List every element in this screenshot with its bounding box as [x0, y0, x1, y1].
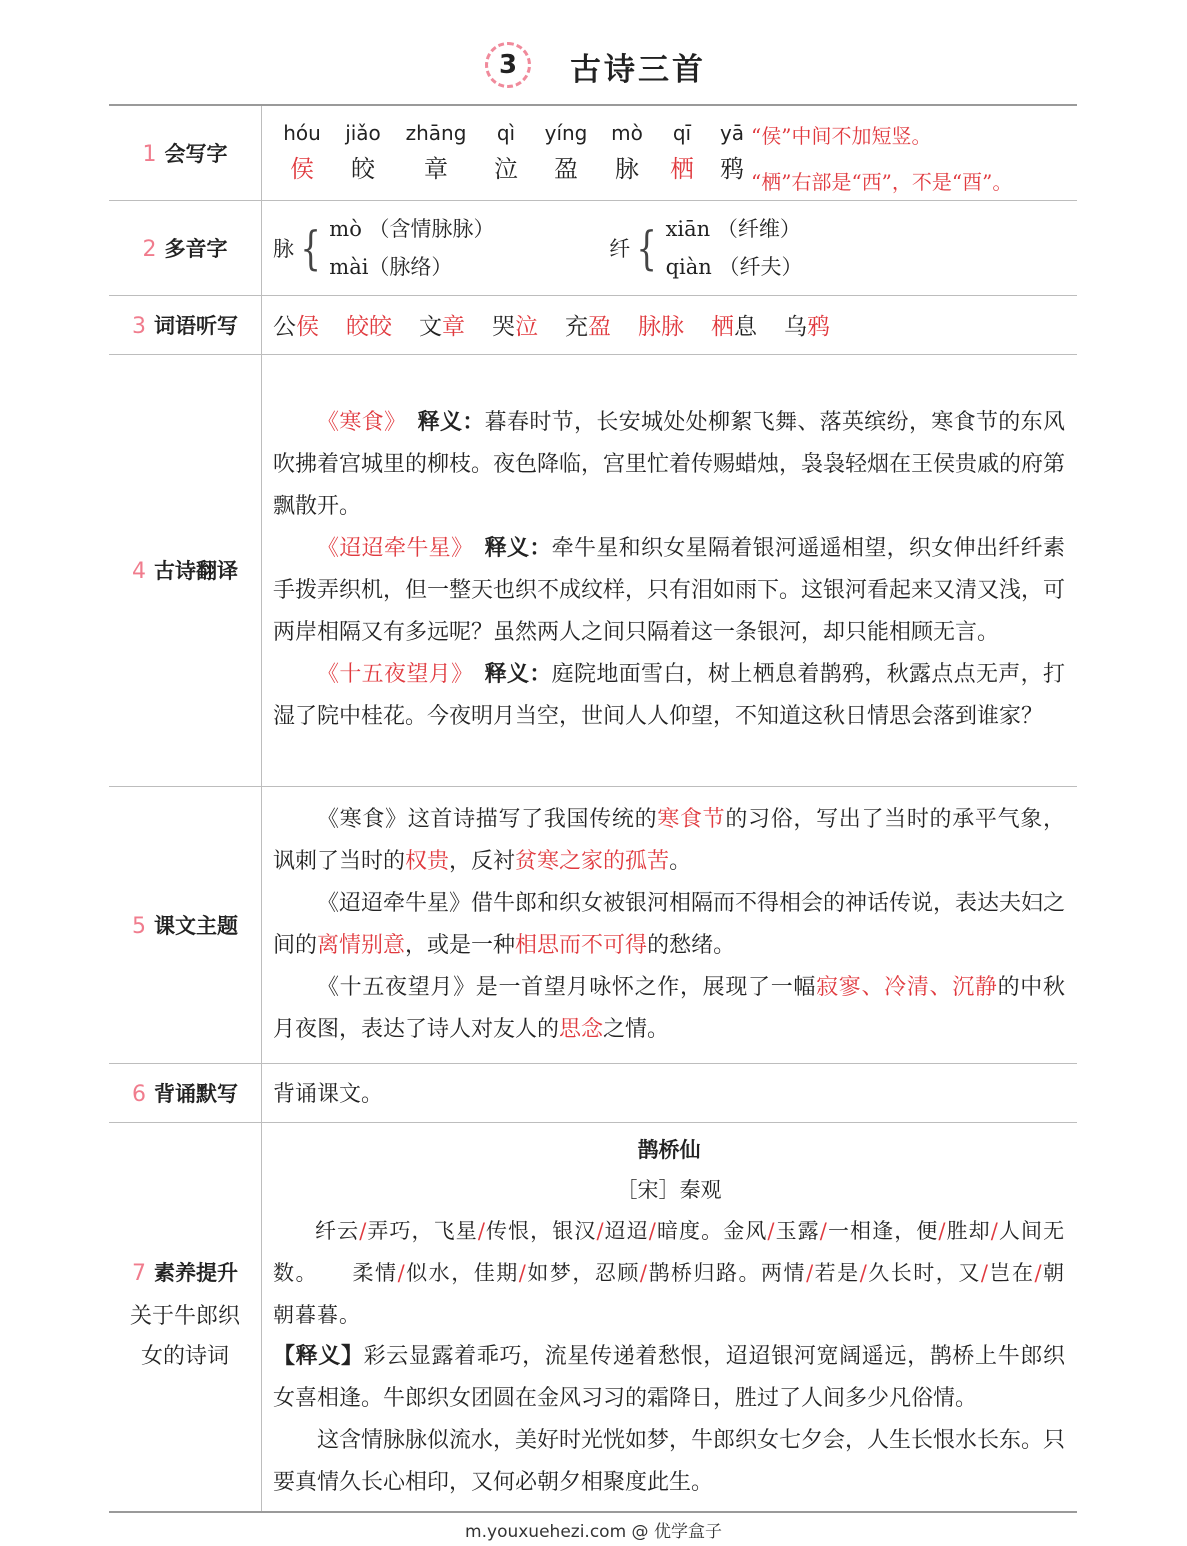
- row-label: 6 背诵默写: [109, 1063, 262, 1122]
- word: 皎皎: [346, 314, 392, 340]
- hint-qi: “栖”右部是“西”，不是“酉”。: [751, 170, 1013, 194]
- row-label: 5 课文主题: [109, 786, 262, 1063]
- translation-tiaotiao: 《迢迢牵牛星》 释义：牵牛星和织女星隔着银河遥遥相望，织女伸出纤纤素手拨弄织机，但一整天也织不成纹样，只有泪如雨下。这银河看起来又清又浅，可两岸相隔又有多远呢？虽然两人之间只隔着这一条银河，却只能相顾无言。: [273, 536, 1066, 645]
- word: 栖息: [711, 314, 757, 340]
- brace-icon: {: [636, 220, 658, 275]
- pinyin-row: hóu jiǎo zhāng qì yíng mò qī yā: [283, 121, 745, 146]
- poem-explanation-2: 这含情脉脉似流水，美好时光恍如梦，牛郎织女七夕会，人生长恨水长东。只要真情久长心相印，又何必朝夕相聚度此生。: [273, 1427, 1066, 1495]
- polyphone-content: 脉 { mò （含情脉脉） mài（脉络） 纤 { xiān （纤维） qiàn （纤夫）: [262, 200, 1078, 295]
- writing-chars-content: [262, 105, 1078, 200]
- word: 公侯: [273, 314, 319, 340]
- row-polyphone: [109, 200, 1077, 295]
- poem-text: 纤云/弄巧，飞星/传恨，银汉/迢迢/暗度。金风/玉露/一相逢，便/胜却/人间无数。 柔情/似水，佳期/如梦，忍顾/鹊桥归路。两情/若是/久长时，又/岂在/朝朝暮暮。: [273, 1218, 1066, 1327]
- label-sub: 关于牛郎织 女的诗词: [129, 1303, 240, 1369]
- recite-content: 背诵课文。: [262, 1063, 1078, 1122]
- row-label: 7 素养提升 关于牛郎织 女的诗词: [109, 1122, 262, 1512]
- row-recite: [109, 1063, 1077, 1122]
- row-theme: [109, 786, 1077, 1063]
- poem-explanation: 【释义】彩云显露着乖巧，流星传递着愁恨，迢迢银河宽阔遥远，鹊桥上牛郎织女喜相逢。牛郎织女团圆在金风习习的霜降日，胜过了人间多少凡俗情。: [273, 1343, 1065, 1411]
- polyphone-char: 纤: [609, 236, 631, 261]
- brace-icon: {: [300, 220, 321, 275]
- row-label: 2 多音字: [109, 200, 262, 295]
- word: 充盈: [565, 314, 611, 340]
- word: 乌鸦: [784, 314, 830, 340]
- translation-shiwuye: 《十五夜望月》 释义：庭院地面雪白，树上栖息着鹊鸦，秋露点点无声，打湿了院中桂花。今夜明月当空，世间人人仰望，不知道这秋日情思会落到谁家？: [273, 662, 1065, 729]
- page-title: 古诗三首: [570, 52, 706, 88]
- translation-hanshi: 《寒食》 释义：暮春时节，长安城处处柳絮飞舞、落英缤纷，寒食节的东风吹拂着宫城里的柳枝。夜色降临，宫里忙着传赐蜡烛，袅袅轻烟在王侯贵戚的府第飘散开。: [273, 410, 1066, 519]
- poem-author: ［宋］秦观: [616, 1177, 722, 1202]
- row-translation: [109, 354, 1077, 786]
- translation-content: [262, 354, 1078, 786]
- theme-hanshi: 《寒食》这首诗描写了我国传统的寒食节的习俗，写出了当时的承平气象，讽刺了当时的权贵，反衬贫寒之家的孤苦。: [273, 806, 1065, 874]
- dictation-words: [262, 295, 1078, 354]
- poem-content: [262, 1122, 1078, 1512]
- poem-title: 鹊桥仙: [637, 1137, 701, 1162]
- row-dictation: [109, 295, 1077, 354]
- hanzi-row: 侯 皎 章 泣 盈 脉 栖 鸦: [290, 155, 744, 184]
- hint-hou: “侯”中间不加短竖。: [751, 124, 932, 148]
- footer-watermark: m.youxuehezi.com @ 优学盒子: [465, 1522, 722, 1542]
- lesson-number-badge: 3: [485, 42, 531, 88]
- row-label: 1 会写字: [109, 105, 262, 200]
- lesson-header: [0, 40, 1187, 92]
- row-label: 4 古诗翻译: [109, 354, 262, 786]
- theme-tiaotiao: 《迢迢牵牛星》借牛郎和织女被银河相隔而不得相会的神话传说，表达夫妇之间的离情别意，或是一种相思而不可得的愁绪。: [273, 890, 1066, 958]
- row-writing-chars: [109, 105, 1077, 200]
- theme-shiwuye: 《十五夜望月》是一首望月咏怀之作，展现了一幅寂寥、冷清、沉静的中秋月夜图，表达了诗人对友人的思念之情。: [273, 974, 1065, 1042]
- word: 脉脉: [638, 314, 684, 340]
- row-extension: [109, 1122, 1077, 1512]
- word: 哭泣: [492, 314, 538, 340]
- row-label: 3 词语听写: [109, 295, 262, 354]
- study-table: [109, 104, 1077, 1513]
- word: 文章: [419, 314, 465, 340]
- theme-content: [262, 786, 1078, 1063]
- polyphone-char: 脉: [273, 236, 294, 261]
